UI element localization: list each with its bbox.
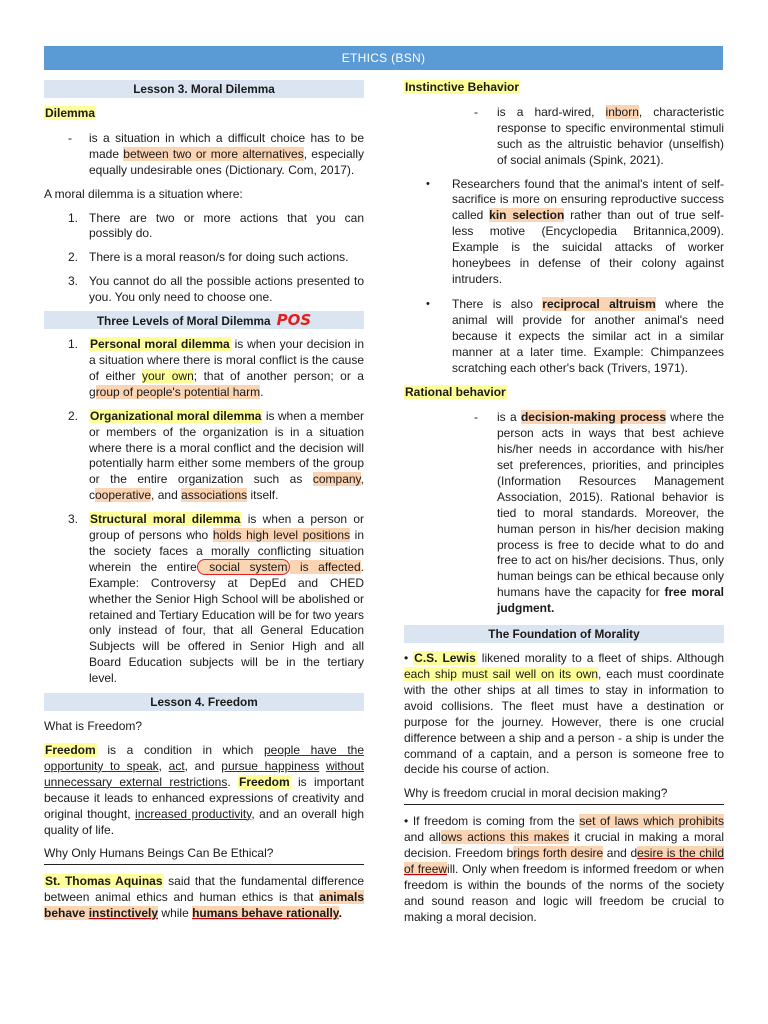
dilemma-definition (44, 131, 364, 179)
text-run: , and an overall high quality of life. (44, 806, 365, 837)
levels-heading-text: Three Levels of Moral Dilemma (96, 314, 271, 329)
bullet-marker: • (404, 651, 409, 666)
text-run: . (338, 906, 342, 921)
list-text: You cannot do all the possible actions presented to you. You only need to choose one. (89, 274, 364, 305)
text-run: where the animal will provide for another animal's need because it expects the similar act in a similar manner at a later time. Example: Chimpanzees scratching each other's back (Trivers, 1971). (452, 296, 724, 375)
text-run: is a situation in which a difficult choice has to be made (89, 130, 364, 161)
list-number: 2. (68, 250, 79, 265)
highlight-run: ows actions this makes (440, 830, 570, 845)
moral-dilemma-intro: A moral dilemma is a situation where: (44, 186, 243, 201)
text-run: where the person acts in ways that best achieve his/her needs in accordance with his/her set preferences, priorities, and principles (Information Resources Management Association, 2015). Rational behavior is tied to moral standards. Moreover, the human person in his/her decision making process is free to decide what to do and free to act on his/her decisions. Thus, only human beings can be ethical because only humans have the capacity for (497, 410, 724, 600)
highlight-run: each ship must sail well on its own (404, 667, 599, 681)
text-run: Researchers found that the animal's intent of self-sacrifice is more on ensuring reproductive success called (452, 176, 724, 223)
highlight-run: decision-making process (520, 410, 666, 425)
text-run: is important because it leads to enhanced expressions of creativity and original thought, (44, 774, 364, 821)
text-run: itself. (247, 488, 279, 503)
highlight-run: instinctively (88, 906, 159, 921)
text-run: There is also (452, 296, 543, 311)
text-run: , (158, 758, 169, 773)
term: Organizational moral dilemma (90, 408, 262, 423)
bold-run: free moral judgment. (497, 585, 725, 616)
highlight-run: humans behave rationally (192, 906, 339, 921)
document-header-banner: ETHICS (BSN) (44, 46, 723, 70)
levels-heading (44, 311, 364, 329)
rational-label-line (404, 385, 724, 401)
text-run: , and (151, 488, 182, 503)
list-number: 1. (68, 337, 79, 352)
reciprocal-altruism-bullet (404, 297, 724, 377)
highlight-run: rings forth desire (513, 846, 604, 861)
dilemma-label-line (44, 106, 364, 122)
level-item (44, 512, 364, 687)
highlight-run: animals behave (44, 890, 364, 921)
text-run: ill. Only when freedom is informed freedom or when freedom is within the bounds of the norms of the society and sound reason and logic will freedom be crucial to making a moral decision. (404, 861, 724, 924)
highlight-run: between two or more alternatives (123, 146, 304, 161)
rational-term: Rational behavior (405, 385, 506, 400)
level-item (44, 409, 364, 504)
term: Structural moral dilemma (90, 512, 241, 527)
level-item (44, 337, 364, 401)
text-run: in the society faces a morally conflicting situation wherein the entire (89, 528, 364, 574)
bullet-marker: • (404, 814, 409, 829)
text-run: , especially equally undesirable ones (Dictionary. Com, 2017). (89, 146, 364, 177)
lesson4-heading: Lesson 4. Freedom (44, 693, 364, 711)
text-run: is a condition in which (96, 743, 264, 757)
instinctive-label-line (404, 80, 724, 96)
list-text: There is a moral reason/s for doing such actions. (89, 250, 349, 265)
rational-definition (404, 410, 724, 617)
text-run: it crucial in making a moral decision. Freedom b (404, 830, 724, 861)
text-run: ; that of another person; or a g (89, 368, 364, 399)
underlined-run: pursue happiness (221, 758, 320, 773)
circled-run: social system (197, 559, 291, 575)
list-number: 3. (68, 274, 79, 289)
list-number: 1. (68, 210, 79, 225)
highlight-run: ooperative (95, 488, 152, 503)
text-run: while (158, 906, 193, 921)
term: C.S. Lewis (414, 651, 476, 666)
kin-selection-bullet (404, 177, 724, 288)
instinctive-term: Instinctive Behavior (405, 80, 520, 94)
list-item (44, 250, 364, 266)
text-run (319, 759, 326, 773)
highlight-run: company (312, 472, 361, 487)
text-run: . (227, 774, 238, 789)
underlined-run: without unnecessary external restrictions (44, 758, 364, 789)
handwritten-note: POS (276, 311, 312, 330)
highlight-run: esire is the child of freew (404, 846, 724, 876)
crucial-paragraph (404, 814, 724, 925)
text-run: . (260, 384, 264, 399)
text-run: and all (404, 830, 441, 845)
instinctive-definition (404, 105, 724, 169)
text-run: is a (497, 410, 521, 425)
highlight-run: associations (181, 488, 248, 503)
text-run: , characteristic response to specific environmental stimuli such as the altruistic behavior (unselfish) of social animals (Spink, 2021). (497, 104, 724, 167)
highlight-run: reciprocal altruism (542, 296, 656, 311)
text-run: said that the fundamental difference between animal ethics and human ethics is that (44, 874, 364, 905)
lesson3-heading: Lesson 3. Moral Dilemma (44, 80, 364, 98)
highlight-run: set of laws which prohibits (579, 814, 724, 829)
text-run: is when a member or members of the organization is in a situation where there is a moral conflict and the decision will potentially harm either some members of the group or the entire organization such as (89, 408, 365, 487)
dash-marker: - (474, 410, 478, 425)
text-run: is a hard-wired, (497, 104, 606, 119)
term: Freedom (239, 774, 290, 789)
list-item (44, 211, 364, 243)
right-column (404, 80, 724, 934)
underlined-run: act (168, 758, 185, 773)
list-text: There are two or more actions that you can possibly do. (89, 210, 364, 241)
highlight-run: roup of people's potential harm (95, 384, 261, 399)
underlined-run: increased productivity (135, 806, 252, 821)
text-run: . Example: Controversy at DepEd and CHED whether the Senior High School will be abolished or retained and Tertiary Education will be for two years only instead of four, that all General Education Subjects will be offered in Senior High and all Board Education subjects will be in the tertiary level. (89, 559, 364, 686)
bullet-marker: • (426, 177, 430, 190)
highlight-run: is affected (290, 559, 361, 574)
lewis-paragraph (404, 651, 724, 778)
aquinas-paragraph (44, 874, 364, 922)
moral-dilemma-list (44, 211, 364, 307)
levels-list (44, 337, 364, 687)
text-run: , c (89, 472, 364, 503)
highlight-run: inborn (605, 104, 639, 119)
foundation-heading: The Foundation of Morality (404, 625, 724, 643)
what-is-freedom-question: What is Freedom? (44, 719, 143, 734)
why-humans-question: Why Only Humans Beings Can Be Ethical? (44, 846, 364, 865)
text-run: likened morality to a fleet of ships. Although (476, 651, 724, 666)
underlined-run: people have the opportunity to speak (44, 743, 364, 773)
why-crucial-question: Why is freedom crucial in moral decision making? (404, 786, 724, 805)
freedom-paragraph (44, 743, 364, 838)
bullet-marker: • (426, 297, 430, 310)
text-run: is when a person or group of persons who (89, 512, 365, 543)
list-number: 3. (68, 512, 79, 527)
text-run: rather than out of true self-less motive (Encyclopedia Britannica,2009). Example is the suicidal attacks of worker honeybees in defense of their colony against intruders. (452, 208, 724, 286)
left-column (44, 80, 364, 930)
term: St. Thomas Aquinas (45, 874, 163, 889)
highlight-run: your own (141, 368, 194, 383)
highlight-run: kin selection (489, 208, 565, 223)
list-number: 2. (68, 408, 79, 423)
text-run: , and (184, 758, 222, 773)
list-item (44, 274, 364, 306)
dilemma-term: Dilemma (45, 106, 96, 120)
text-run: If freedom is coming from the (408, 814, 580, 829)
text-run: , each must coordinate with the other ships at all times to stay in information to avoid collisions. The fleet must have a destination or purpose for the journey. However, there is one crucial difference between a ship and a person - a ship is under the command of a captain, and a person is someone free to decide his course of action. (404, 667, 724, 777)
text-run: is when your decision in a situation where there is moral conflict is the cause of either (89, 337, 364, 383)
term: Personal moral dilemma (90, 337, 230, 352)
term: Freedom (45, 743, 96, 757)
dash-marker: - (474, 104, 478, 119)
highlight-run: holds high level positions (212, 528, 351, 543)
dash-marker: - (68, 130, 72, 145)
text-run: and d (603, 846, 638, 861)
